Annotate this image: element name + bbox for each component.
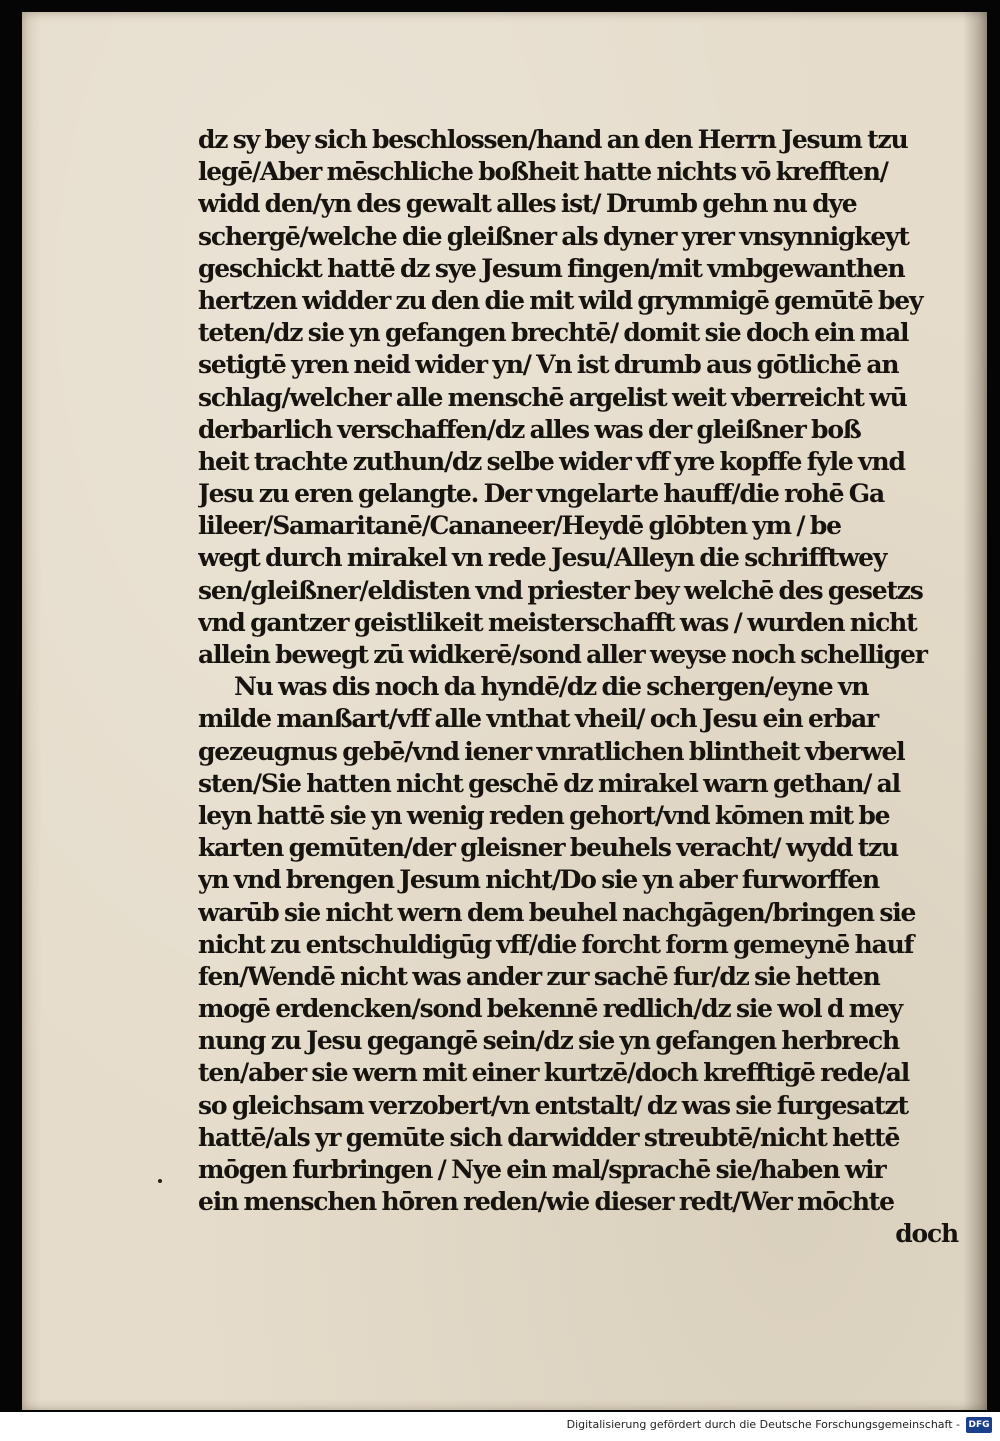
- text-line: gezeugnus gebē/vnd iener vnratlichen blintheit vberwel: [198, 736, 905, 766]
- footer-bar: [0, 1412, 1000, 1441]
- text-line: warūb sie nicht wern dem beuhel nachgāgen/bringen sie: [198, 897, 916, 927]
- book-page: [22, 12, 987, 1410]
- catchword: doch: [895, 1219, 958, 1249]
- text-line: allein bewegt zū widkerē/sond aller weyse noch schelliger: [198, 640, 927, 669]
- text-line: mōgen furbringen / Nye ein mal/sprachē sie/haben wir: [198, 1155, 886, 1184]
- text-line: yn vnd brengen Jesum nicht/Do sie yn aber furworffen: [198, 865, 879, 895]
- text-line: vnd gantzer geistlikeit meisterschafft was / wurden nicht: [198, 607, 917, 637]
- text-line: ein menschen hōren reden/wie dieser redt/Wer mōchte: [198, 1187, 894, 1217]
- funding-notice: Digitalisierung gefördert durch die Deutsche Forschungsgemeinschaft -: [566, 1418, 960, 1431]
- paragraph-start-line: Nu was dis noch da hyndē/dz die schergen/eyne vn: [234, 672, 869, 702]
- text-line: sten/Sie hatten nicht geschē dz mirakel warn gethan/ al: [198, 768, 900, 798]
- text-line: widd den/yn des gewalt alles ist/ Drumb gehn nu dye: [198, 189, 857, 219]
- dfg-logo-icon: DFG: [966, 1417, 992, 1433]
- text-line: setigtē yren neid wider yn/ Vn ist drumb aus gōtlichē an: [198, 350, 899, 380]
- text-line: sen/gleißner/eldisten vnd priester bey welchē des gesetzs: [198, 575, 923, 605]
- text-line: teten/dz sie yn gefangen brechtē/ domit sie doch ein mal: [198, 318, 909, 348]
- text-line: leyn hattē sie yn wenig reden gehort/vnd kōmen mit be: [198, 800, 890, 830]
- text-line: wegt durch mirakel vn rede Jesu/Alleyn die schrifftwey: [198, 543, 887, 573]
- text-line: derbarlich verschaffen/dz alles was der gleißner boß: [198, 414, 861, 444]
- text-line: geschickt hattē dz sye Jesum fingen/mit vmbgewanthen: [198, 253, 905, 283]
- text-line: heit trachte zuthun/dz selbe wider vff yre kopffe fyle vnd: [198, 446, 905, 476]
- text-line: ten/aber sie wern mit einer kurtzē/doch krefftigē rede/al: [198, 1058, 910, 1088]
- text-line: karten gemūten/der gleisner beuhels veracht/ wydd tzu: [198, 833, 899, 863]
- text-line: dz sy bey sich beschlossen/hand an den Herrn Jesum tzu: [198, 125, 908, 154]
- text-line: fen/Wendē nicht was ander zur sachē fur/dz sie hetten: [198, 961, 880, 991]
- text-line: milde manßart/vff alle vnthat vheil/ och Jesu ein erbar: [198, 704, 878, 734]
- text-line: hattē/als yr gemūte sich darwidder streubtē/nicht hettē: [198, 1122, 900, 1152]
- text-line: nicht zu entschuldigūg vff/die forcht form gemeynē hauf: [198, 929, 914, 959]
- text-line: hertzen widder zu den die mit wild grymmigē gemūtē bey: [198, 285, 923, 315]
- text-line: nung zu Jesu gegangē sein/dz sie yn gefangen herbrech: [198, 1026, 899, 1056]
- text-line: schlag/welcher alle menschē argelist weit vberreicht wū: [198, 382, 907, 412]
- text-line: Jesu zu eren gelangte. Der vngelarte hauff/die rohē Ga: [198, 479, 884, 509]
- page-text-block: [198, 124, 988, 1251]
- text-line: lileer/Samaritanē/Cananeer/Heydē glōbten ym / be: [198, 511, 841, 541]
- text-line: so gleichsam verzobert/vn entstalt/ dz was sie furgesatzt: [198, 1090, 908, 1120]
- text-line: schergē/welche die gleißner als dyner yrer vnsynnigkeyt: [198, 221, 909, 251]
- text-line: mogē erdencken/sond bekennē redlich/dz sie wol d mey: [198, 994, 903, 1024]
- text-line: legē/Aber mēschliche boßheit hatte nichts vō krefften/: [198, 157, 888, 187]
- margin-mark: [158, 1179, 162, 1183]
